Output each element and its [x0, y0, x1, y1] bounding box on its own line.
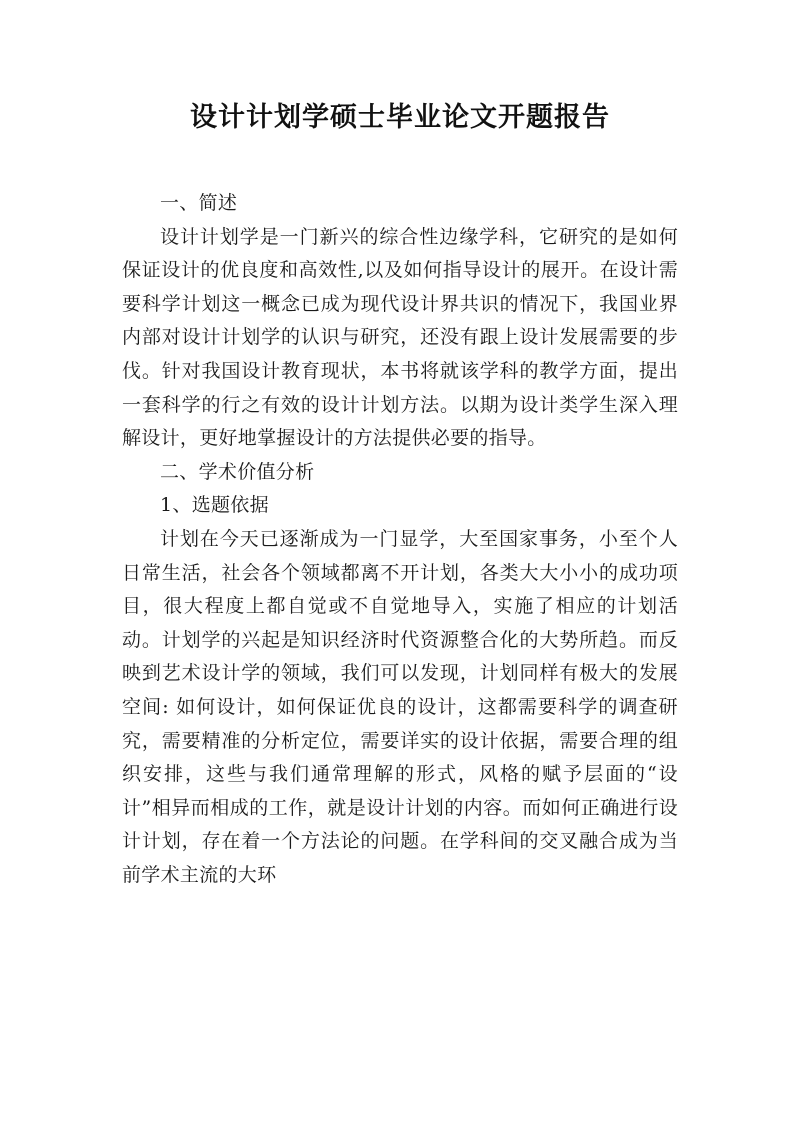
paragraph-topic-basis: 计划在今天已逐渐成为一门显学，大至国家事务，小至个人日常生活，社会各个领域都离不开计划，各类大大小小的成功项目，很大程度上都自觉或不自觉地导入，实施了相应的计划活动。计划学的兴起是知识经济时代资源整合化的大势所趋。而反映到艺术设计学的领域，我们可以发现，计划同样有极大的发展空间: 如何设计，如何保证优良的设计，这都需要科学的调查研究，需要精准的分析定位，需要详实的设计依据，需要合理的组织安排，这些与我们通常理解的形式，风格的赋予层面的“设计”相异而相成的工作，就是设计计划的内容。而如何正确进行设计计划，存在着一个方法论的问题。在学科间的交叉融合成为当前学术主流的大环 — [122, 527, 678, 886]
document-body — [122, 187, 678, 892]
section-heading-academic-value: 二、学术价值分析 — [160, 460, 315, 483]
subsection-heading-topic-basis: 1、选题依据 — [160, 494, 269, 517]
paragraph-overview: 设计计划学是一门新兴的综合性边缘学科，它研究的是如何保证设计的优良度和高效性,以及如何指导设计的展开。在设计需要科学计划这一概念已成为现代设计界共识的情况下，我国业界内部对设计计划学的认识与研究，还没有跟上设计发展需要的步伐。针对我国设计教育现状，本书将就该学科的教学方面，提出一套科学的行之有效的设计计划方法。以期为设计类学生深入理解设计，更好地掌握设计的方法提供必要的指导。 — [122, 225, 678, 450]
document-title: 设计计划学硕士毕业论文开题报告 — [190, 102, 610, 133]
section-heading-overview: 一、简述 — [160, 192, 238, 214]
